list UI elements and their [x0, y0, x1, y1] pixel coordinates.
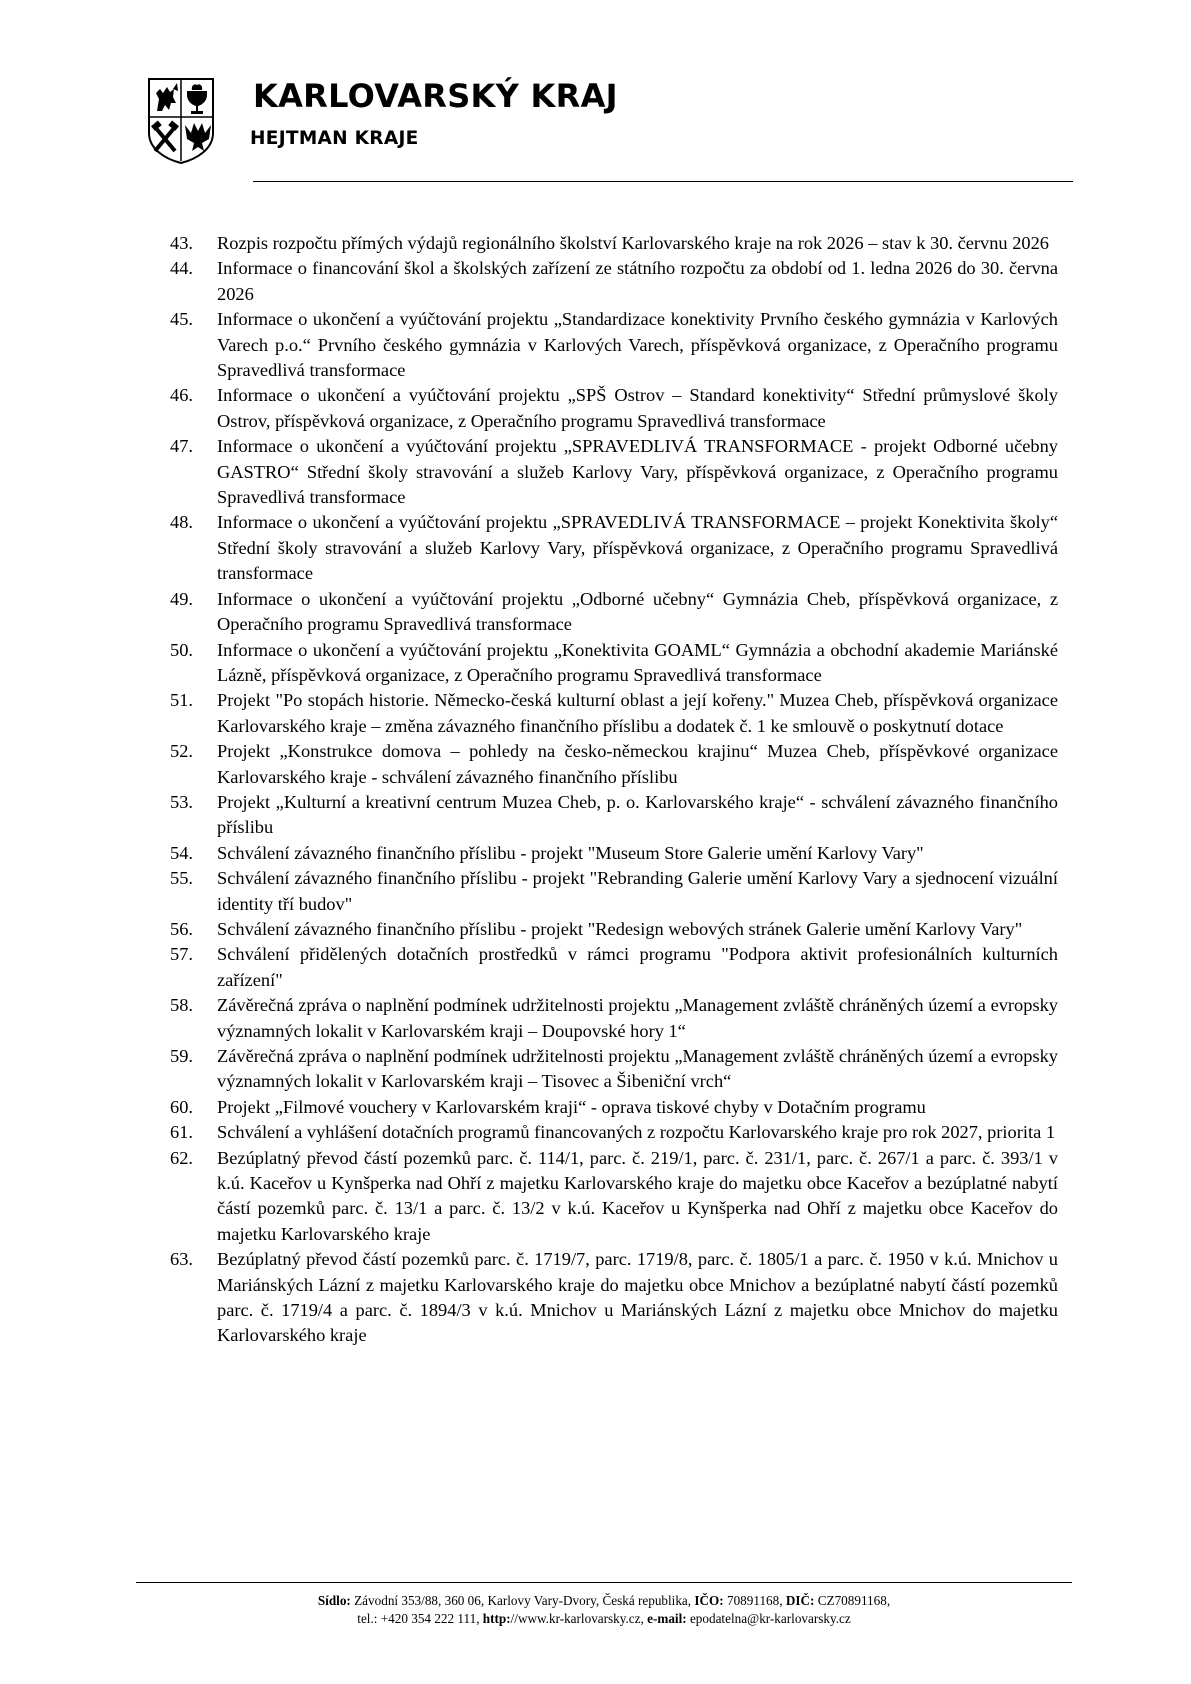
agenda-item-number: 52. — [170, 741, 193, 762]
dic-label: DIČ: — [785, 1593, 815, 1608]
agenda-item-text: Schválení a vyhlášení dotačních programů financovaných z rozpočtu Karlovarského kraje pro rok 2027, priorita 1 — [217, 1122, 1056, 1143]
agenda-item-number: 44. — [170, 258, 193, 279]
agenda-item-number: 61. — [170, 1122, 193, 1143]
agenda-item-number: 47. — [170, 436, 193, 457]
agenda-item-number: 62. — [170, 1147, 193, 1168]
agenda-item — [170, 841, 1058, 866]
agenda-item — [170, 688, 1058, 739]
email-label: e-mail: — [647, 1611, 687, 1626]
header-divider — [253, 181, 1073, 182]
agenda-item-number: 53. — [170, 791, 193, 812]
agenda-item-text: Informace o ukončení a vyúčtování projektu „Standardizace konektivity Prvního českého gymnázia v Karlových Varech p.o.“ Prvního českého gymnázia v Karlových Varech, příspěvková organizace, z Operačního programu Spravedlivá transformace — [217, 309, 1058, 381]
footer-divider — [136, 1582, 1072, 1583]
agenda-item — [170, 942, 1058, 993]
dic-value: CZ70891168, — [814, 1593, 891, 1608]
agenda-item — [170, 790, 1058, 841]
agenda-item-number: 45. — [170, 309, 193, 330]
agenda-item — [170, 866, 1058, 917]
agenda-item — [170, 917, 1058, 942]
agenda-item — [170, 383, 1058, 434]
agenda-item — [170, 1120, 1058, 1145]
footer-address-line — [136, 1592, 1072, 1609]
website-link[interactable]: //www.kr-karlovarsky.cz, — [510, 1611, 648, 1626]
agenda-item-text: Schválení závazného finančního příslibu - projekt "Museum Store Galerie umění Karlovy Vary" — [217, 842, 924, 863]
agenda-item-text: Závěrečná zpráva o naplnění podmínek udržitelnosti projektu „Management zvláště chráněných území a evropsky významných lokalit v Karlovarském kraji – Doupovské hory 1“ — [217, 995, 1058, 1041]
agenda-item — [170, 510, 1058, 586]
agenda-item-text: Informace o ukončení a vyúčtování projektu „SPRAVEDLIVÁ TRANSFORMACE – projekt Konektivita školy“ Střední školy stravování a služeb Karlovy Vary, příspěvková organizace, z Operačního programu Spravedlivá transformace — [217, 512, 1058, 584]
region-title: KARLOVARSKÝ KRAJ — [253, 77, 618, 115]
office-subtitle: HEJTMAN KRAJE — [250, 128, 419, 149]
agenda-item-number: 57. — [170, 944, 193, 965]
footer-contact-line — [136, 1610, 1072, 1627]
agenda-item-text: Bezúplatný převod částí pozemků parc. č. 114/1, parc. č. 219/1, parc. č. 231/1, parc. č. 267/1 a parc. č. 393/1 v k.ú. Kaceřov u Kynšperka nad Ohří z majetku Karlovarského kraje do majetku obce Kaceřov a bezúplatné nabytí částí pozemků parc. č. 13/1 a parc. č. 13/2 v k.ú. Kaceřov u Kynšperka nad Ohří z majetku obce Kaceřov do majetku Karlovarského kraje — [217, 1147, 1058, 1244]
agenda-item — [170, 231, 1058, 256]
agenda-item-number: 63. — [170, 1249, 193, 1270]
agenda-item-text: Projekt „Konstrukce domova – pohledy na česko-německou krajinu“ Muzea Cheb, příspěvkové organizace Karlovarského kraje - schválení závazného finančního příslibu — [217, 741, 1058, 787]
agenda-item-number: 49. — [170, 588, 193, 609]
agenda-item-number: 50. — [170, 639, 193, 660]
agenda-item-text: Informace o ukončení a vyúčtování projektu „Odborné učebny“ Gymnázia Cheb, příspěvková organizace, z Operačního programu Spravedlivá transformace — [217, 588, 1058, 635]
agenda-item — [170, 587, 1058, 638]
agenda-item — [170, 256, 1058, 307]
agenda-item — [170, 1044, 1058, 1095]
agenda-item-number: 55. — [170, 868, 193, 889]
agenda-item-text: Informace o ukončení a vyúčtování projektu „SPRAVEDLIVÁ TRANSFORMACE - projekt Odborné učebny GASTRO“ Střední školy stravování a služeb Karlovy Vary, příspěvková organizace, z Operačního programu Spravedlivá transformace — [217, 436, 1058, 508]
agenda-item-text: Projekt „Filmové vouchery v Karlovarském kraji“ - oprava tiskové chyby v Dotačním programu — [217, 1096, 926, 1117]
agenda-item-number: 46. — [170, 385, 193, 406]
phone-text: tel.: +420 354 222 111, — [357, 1611, 483, 1626]
agenda-item — [170, 638, 1058, 689]
agenda-list — [170, 231, 1058, 1349]
agenda-item-text: Informace o ukončení a vyúčtování projektu „Konektivita GOAML“ Gymnázia a obchodní akademie Mariánské Lázně, příspěvková organizace, z Operačního programu Spravedlivá transformace — [217, 639, 1058, 685]
region-coat-of-arms-icon — [147, 77, 215, 165]
agenda-item-text: Informace o financování škol a školských zařízení ze státního rozpočtu za období od 1. ledna 2026 do 30. června 2026 — [217, 258, 1058, 304]
agenda-item-text: Schválení závazného finančního příslibu - projekt "Rebranding Galerie umění Karlovy Vary a sjednocení vizuální identity tří budov" — [217, 868, 1058, 914]
agenda-item — [170, 1095, 1058, 1120]
agenda-item — [170, 993, 1058, 1044]
http-label: http: — [482, 1611, 511, 1626]
agenda-item-number: 51. — [170, 690, 193, 711]
agenda-item-number: 56. — [170, 918, 193, 939]
agenda-item — [170, 434, 1058, 510]
ico-value: 70891168, — [723, 1593, 786, 1608]
seat-value: Závodní 353/88, 360 06, Karlovy Vary-Dvory, Česká republika, — [350, 1593, 695, 1608]
agenda-item-number: 59. — [170, 1046, 193, 1066]
agenda-item-text: Informace o ukončení a vyúčtování projektu „SPŠ Ostrov – Standard konektivity“ Střední průmyslové školy Ostrov, příspěvková organizace, z Operačního programu Spravedlivá transformace — [217, 385, 1058, 431]
email-link[interactable]: epodatelna@kr-karlovarsky.cz — [686, 1611, 851, 1626]
agenda-item-text: Rozpis rozpočtu přímých výdajů regionálního školství Karlovarského kraje na rok 2026 – stav k 30. červnu 2026 — [217, 233, 1049, 253]
agenda-item — [170, 1146, 1058, 1248]
ico-label: IČO: — [694, 1593, 724, 1608]
agenda-item-number: 58. — [170, 995, 193, 1016]
agenda-item-text: Projekt "Po stopách historie. Německo-česká kulturní oblast a její kořeny." Muzea Cheb, příspěvková organizace Karlovarského kraje – změna závazného finančního příslibu a dodatek č. 1 ke smlouvě o poskytnutí dotace — [217, 690, 1058, 736]
agenda-item — [170, 307, 1058, 383]
agenda-item-text: Závěrečná zpráva o naplnění podmínek udržitelnosti projektu „Management zvláště chráněných území a evropsky významných lokalit v Karlovarském kraji – Tisovec a Šibeniční vrch“ — [217, 1046, 1058, 1092]
agenda-item-number: 48. — [170, 512, 193, 533]
agenda-item-number: 54. — [170, 842, 193, 863]
agenda-item-text: Bezúplatný převod částí pozemků parc. č. 1719/7, parc. 1719/8, parc. č. 1805/1 a parc. č. 1950 v k.ú. Mnichov u Mariánských Lázní z majetku Karlovarského kraje do majetku obce Mnichov a bezúplatné nabytí částí pozemků parc. č. 1719/4 a parc. č. 1894/3 v k.ú. Mnichov u Mariánských Lázní z majetku obce Mnichov do majetku Karlovarského kraje — [217, 1249, 1058, 1346]
agenda-item — [170, 1247, 1058, 1349]
agenda-item-number: 60. — [170, 1096, 193, 1117]
agenda-item-text: Schválení závazného finančního příslibu - projekt "Redesign webových stránek Galerie umění Karlovy Vary" — [217, 918, 1023, 939]
agenda-item-number: 43. — [170, 233, 193, 253]
agenda-item-text: Projekt „Kulturní a kreativní centrum Muzea Cheb, p. o. Karlovarského kraje“ - schválení závazného finančního příslibu — [217, 791, 1058, 838]
agenda-item-text: Schválení přidělených dotačních prostředků v rámci programu "Podpora aktivit profesionálních kulturních zařízení" — [217, 944, 1058, 990]
agenda-item — [170, 739, 1058, 790]
seat-label: Sídlo: — [317, 1593, 351, 1608]
